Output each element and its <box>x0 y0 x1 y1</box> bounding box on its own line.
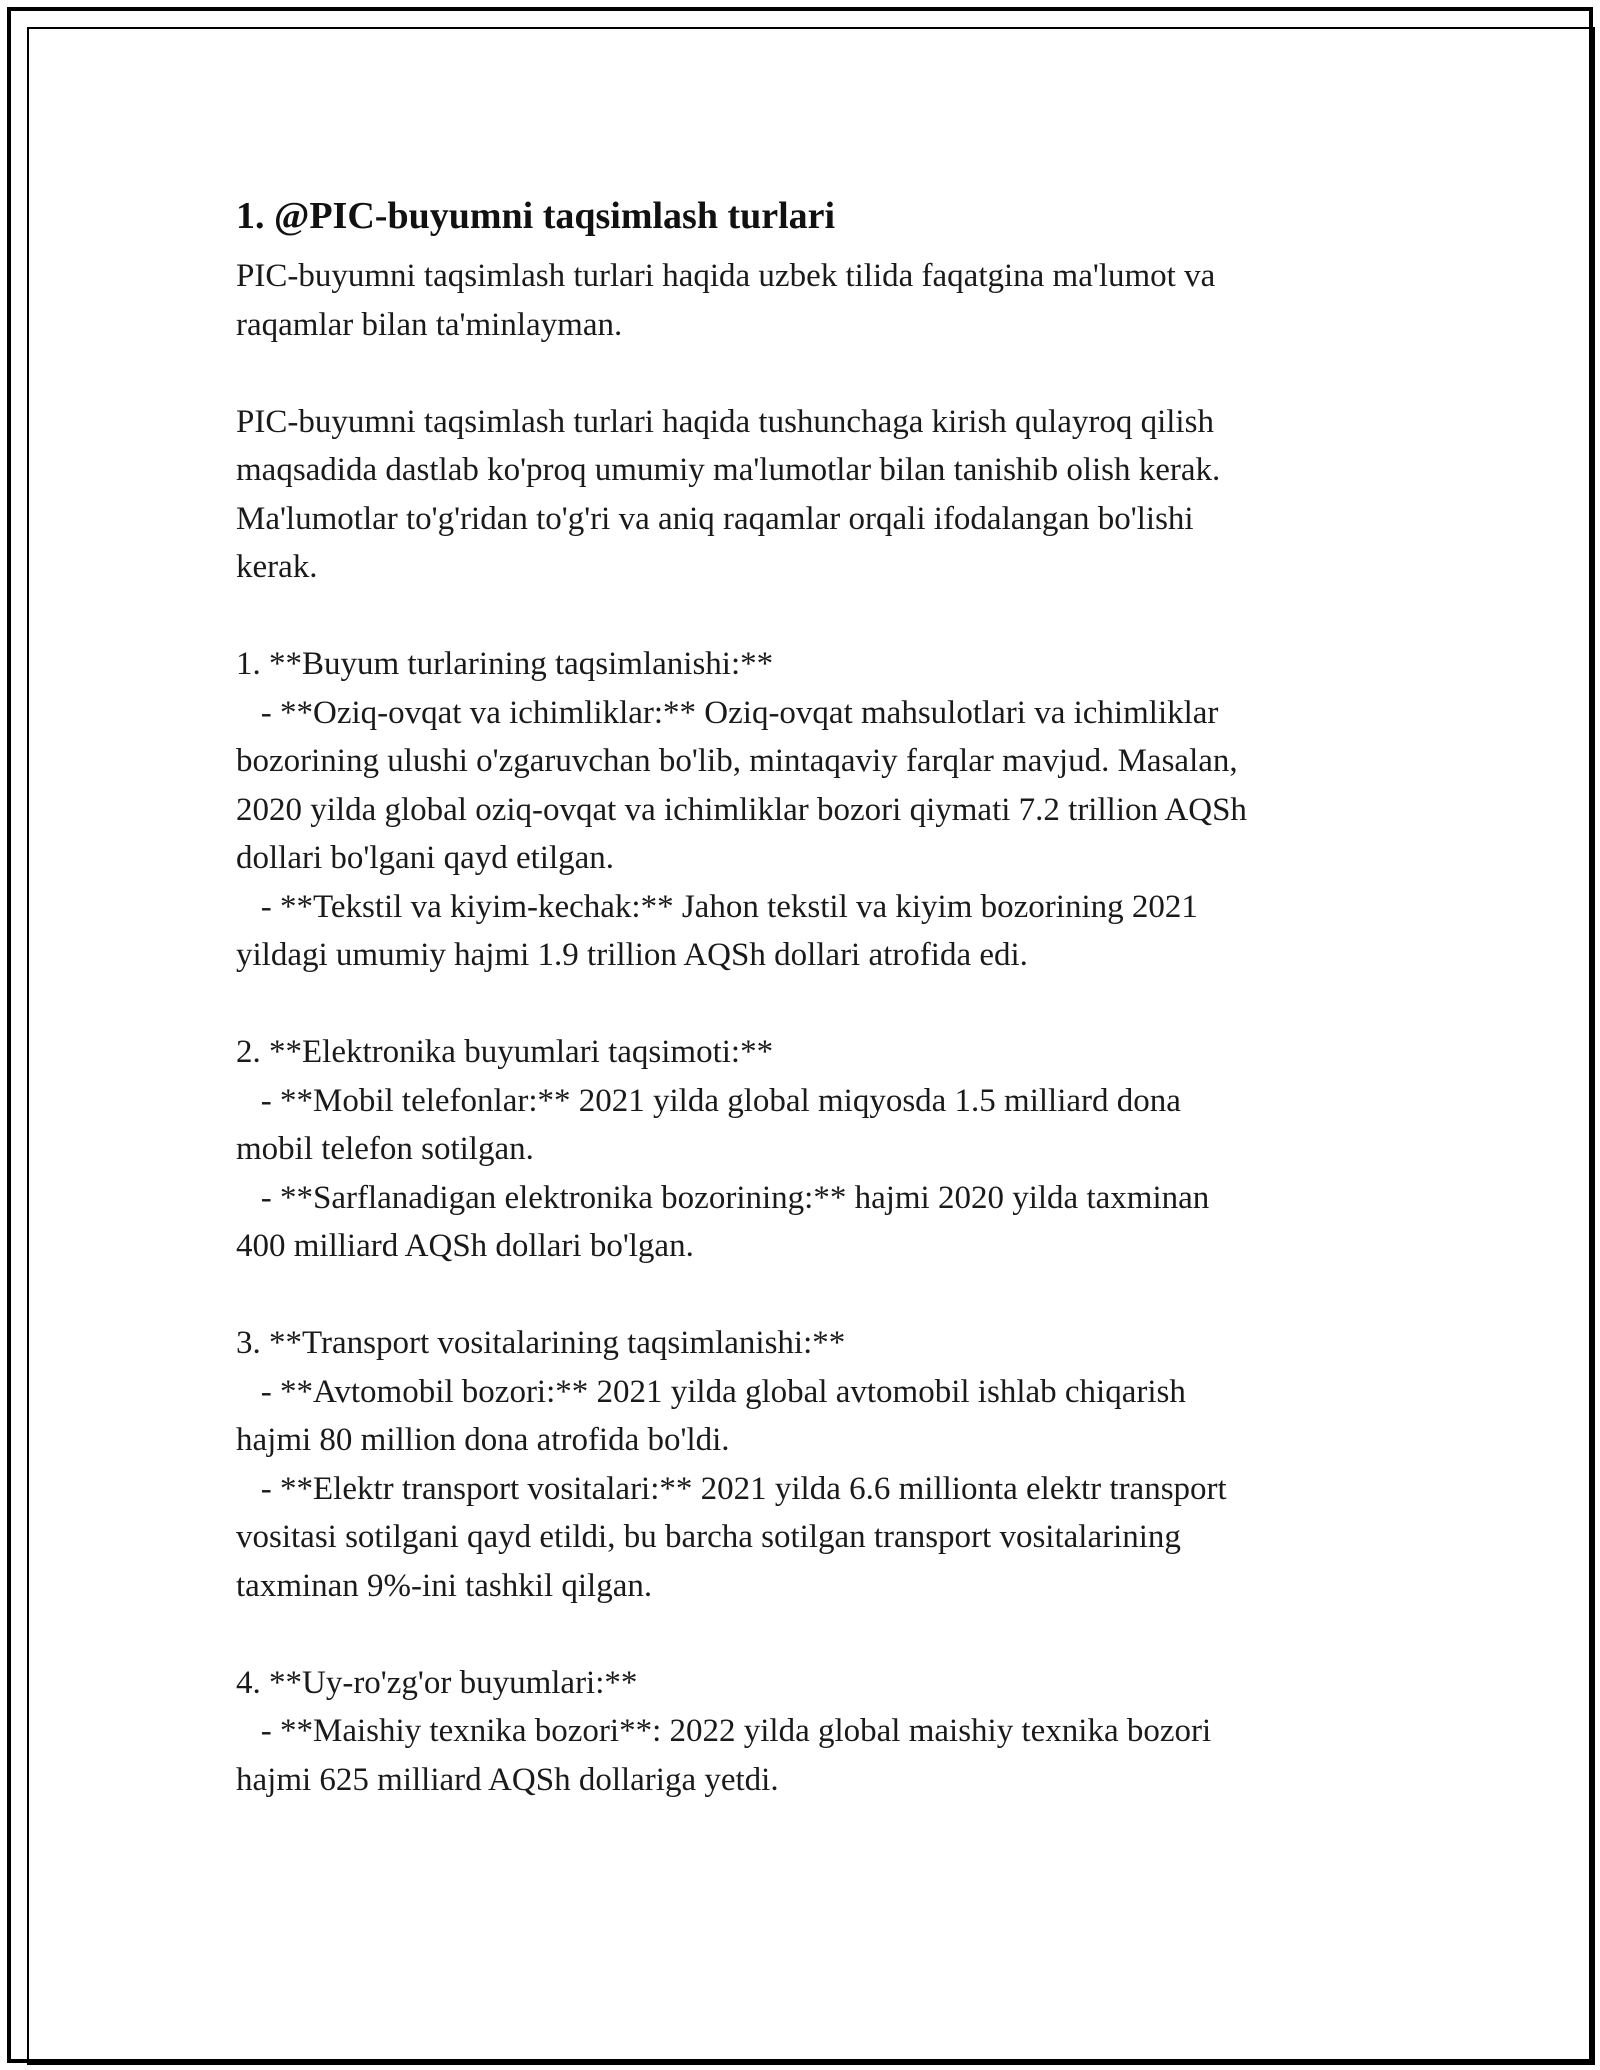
section-buyum-turlari <box>236 640 1376 980</box>
list-item: - **Sarflanadigan elektronika bozorining:** hajmi 2020 yilda taxminan 400 milliard AQSh dollari bo'lgan. <box>236 1179 1210 1264</box>
section-elektronika <box>236 1028 1376 1271</box>
section-title: 1. **Buyum turlarining taqsimlanishi:** <box>236 646 774 682</box>
list-item: - **Oziq-ovqat va ichimliklar:** Oziq-ovqat mahsulotlari va ichimliklar bozorining ulushi o'zgaruvchan bo'lib, mintaqaviy farqlar mavjud. Masalan, 2020 yilda global oziq-ovqat va ichimliklar bozori qiymati 7.2 trillion AQSh dollari bo'lgani qayd etilgan. <box>236 694 1247 876</box>
intro-paragraph: PIC-buyumni taqsimlash turlari haqida uzbek tilida faqatgina ma'lumot va raqamlar bilan ta'minlayman. <box>236 258 1216 343</box>
list-item: - **Elektr transport vositalari:** 2021 yilda 6.6 millionta elektr transport vositasi sotilgani qayd etildi, bu barcha sotilgan transport vositalarining taxminan 9%-ini tashkil qilgan. <box>236 1470 1227 1604</box>
list-item: - **Maishiy texnika bozori**: 2022 yilda global maishiy texnika bozori hajmi 625 milliard AQSh dollariga yetdi. <box>236 1713 1212 1798</box>
spacer <box>236 1610 1376 1659</box>
overview-paragraph: PIC-buyumni taqsimlash turlari haqida tushunchaga kirish qulayroq qilish maqsadida dastlab ko'proq umumiy ma'lumotlar bilan tanishib olish kerak. Ma'lumotlar to'g'ridan to'g'ri va aniq raqamlar orqali ifodalangan bo'lishi kerak. <box>236 403 1221 585</box>
spacer <box>236 592 1376 641</box>
list-item: - **Tekstil va kiyim-kechak:** Jahon tekstil va kiyim bozorining 2021 yildagi umumiy hajmi 1.9 trillion AQSh dollari atrofida edi. <box>236 888 1198 973</box>
section-title: 3. **Transport vositalarining taqsimlanishi:** <box>236 1325 846 1361</box>
section-title: 2. **Elektronika buyumlari taqsimoti:** <box>236 1034 774 1070</box>
list-item: - **Avtomobil bozori:** 2021 yilda global avtomobil ishlab chiqarish hajmi 80 million dona atrofida bo'ldi. <box>236 1373 1186 1458</box>
spacer <box>236 1271 1376 1320</box>
spacer <box>236 349 1376 398</box>
spacer <box>236 980 1376 1029</box>
document-body <box>236 188 1376 1804</box>
section-transport <box>236 1319 1376 1610</box>
section-title: 4. **Uy-ro'zg'or buyumlari:** <box>236 1664 638 1701</box>
section-uy-rozgor <box>236 1659 1376 1805</box>
list-item: - **Mobil telefonlar:** 2021 yilda global miqyosda 1.5 milliard dona mobil telefon sotilgan. <box>236 1082 1181 1167</box>
document-heading: 1. @PIC-buyumni taqsimlash turlari <box>236 195 836 237</box>
